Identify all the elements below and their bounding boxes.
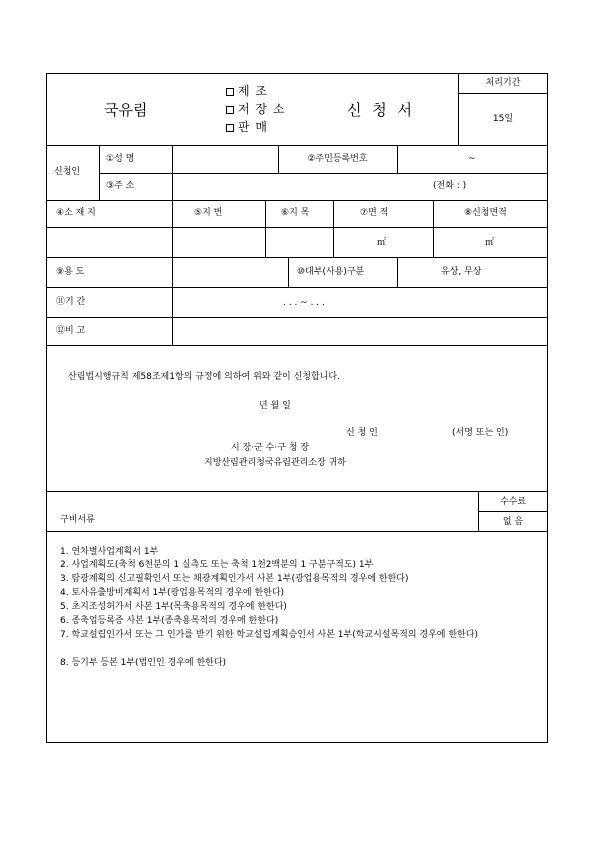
statement-date: 년 월 일 xyxy=(259,401,291,411)
option-sales xyxy=(226,120,268,135)
document-item: 1. 연차별사업계획서 1부 xyxy=(60,547,159,557)
category-label: ⑥지 목 xyxy=(281,208,310,218)
processing-label: 처리기간 xyxy=(485,78,521,88)
rule-fee-mid xyxy=(478,511,548,512)
option-label: 제 조 xyxy=(238,84,268,98)
rule-v-category xyxy=(333,200,334,257)
id-label: ②주민등록번호 xyxy=(307,154,368,164)
rule-processing xyxy=(458,93,548,94)
recipient-line-2: 지방산림관리청국유림관리소장 귀하 xyxy=(204,458,346,468)
checkbox-icon[interactable] xyxy=(226,88,234,96)
rule-docs-head xyxy=(46,531,548,532)
title-right: 신 청 서 xyxy=(347,101,416,119)
rule-v-id xyxy=(397,145,398,173)
title-left: 국유림 xyxy=(104,101,148,119)
rule-header-bottom xyxy=(46,145,548,146)
rule-land-head xyxy=(46,227,548,228)
document-item: 2. 사업계획도(축척 6천분의 1 실측도 또는 축척 1천2백분의 1 구분구적도) 1부 xyxy=(60,560,374,570)
area-unit: ㎡ xyxy=(377,238,387,248)
address-label: ③주 소 xyxy=(106,181,135,191)
applicant-group-label: 신청인 xyxy=(54,167,81,177)
statement-applicant: 신 청 인 xyxy=(346,428,378,438)
period-value: . . . ~ . . . xyxy=(283,298,325,308)
rule-v-lot xyxy=(265,200,266,257)
rule-v-label xyxy=(172,145,173,345)
document-item: 3. 탐광계획의 신고필확인서 또는 채광계획인가서 사본 1부(광업용목적의 경우에 한한다) xyxy=(60,574,409,584)
option-label: 판 매 xyxy=(238,120,268,134)
rule-land-bottom xyxy=(46,257,548,258)
period-label: ⑪기 간 xyxy=(56,297,86,307)
rule-v-use xyxy=(288,257,289,287)
document-item: 4. 토사유출방비계획서 1부(광업용목적의 경우에 한한다) xyxy=(60,588,285,598)
rule-v-loan xyxy=(397,257,398,287)
document-item: 6. 종축업등록증 사본 1부(종축용목적의 경우에 한한다) xyxy=(60,616,279,626)
document-item-text: 7. 학교설립인가서 또는 그 인가를 받기 위한 학교설립계획승인서 사본 1부(학교시설목적의 경우에 한한다) xyxy=(60,630,478,640)
id-separator: ~ xyxy=(468,154,476,164)
recipient-line-1: 시 장·군 수·구 청 장 xyxy=(231,443,310,453)
rule-applicant-mid xyxy=(99,173,548,174)
statement-text: 산림법시행규칙 제58조제1항의 규정에 의하여 위와 같이 신청합니다. xyxy=(68,372,340,382)
document-item xyxy=(60,629,540,641)
requested-area-label: ⑧신청면적 xyxy=(464,208,507,218)
lot-label: ⑤지 번 xyxy=(194,208,223,218)
phone-label: (전화 : ) xyxy=(433,181,467,191)
remarks-label: ⑫비 고 xyxy=(56,326,86,336)
name-label: ①성 명 xyxy=(106,154,135,164)
use-label: ⑨용 도 xyxy=(56,267,85,277)
rule-applicant-bottom xyxy=(46,200,548,201)
checkbox-icon[interactable] xyxy=(226,124,234,132)
rule-use-bottom xyxy=(46,287,548,288)
rule-v-area xyxy=(433,200,434,257)
option-storage xyxy=(226,102,285,117)
area-label: ⑦면 적 xyxy=(360,208,389,218)
option-label: 저 장 소 xyxy=(238,102,286,116)
rule-v-applicant xyxy=(99,145,100,200)
fee-label: 수수료 xyxy=(499,497,527,507)
document-item: 8. 등기부 등본 1부(법인인 경우에 한한다) xyxy=(60,658,227,668)
checkbox-icon[interactable] xyxy=(226,106,234,114)
loan-type-options: 유상, 무상 xyxy=(441,267,482,277)
rule-period-bottom xyxy=(46,317,548,318)
statement-sign: (서명 또는 인) xyxy=(452,428,509,438)
processing-value: 15일 xyxy=(492,114,514,124)
rule-remarks-bottom xyxy=(46,345,548,346)
option-manufacture xyxy=(226,84,268,99)
documents-label: 구비서류 xyxy=(60,515,95,525)
rule-statement-bottom xyxy=(46,491,548,492)
document-item: 5. 초지조성허가서 사본 1부(목축용목적의 경우에 한한다) xyxy=(60,602,287,612)
location-label: ④소 재 지 xyxy=(56,208,96,218)
loan-type-label: ⑩대부(사용)구분 xyxy=(297,267,365,277)
requested-area-unit: ㎡ xyxy=(485,238,495,248)
fee-value: 없 음 xyxy=(502,517,524,527)
